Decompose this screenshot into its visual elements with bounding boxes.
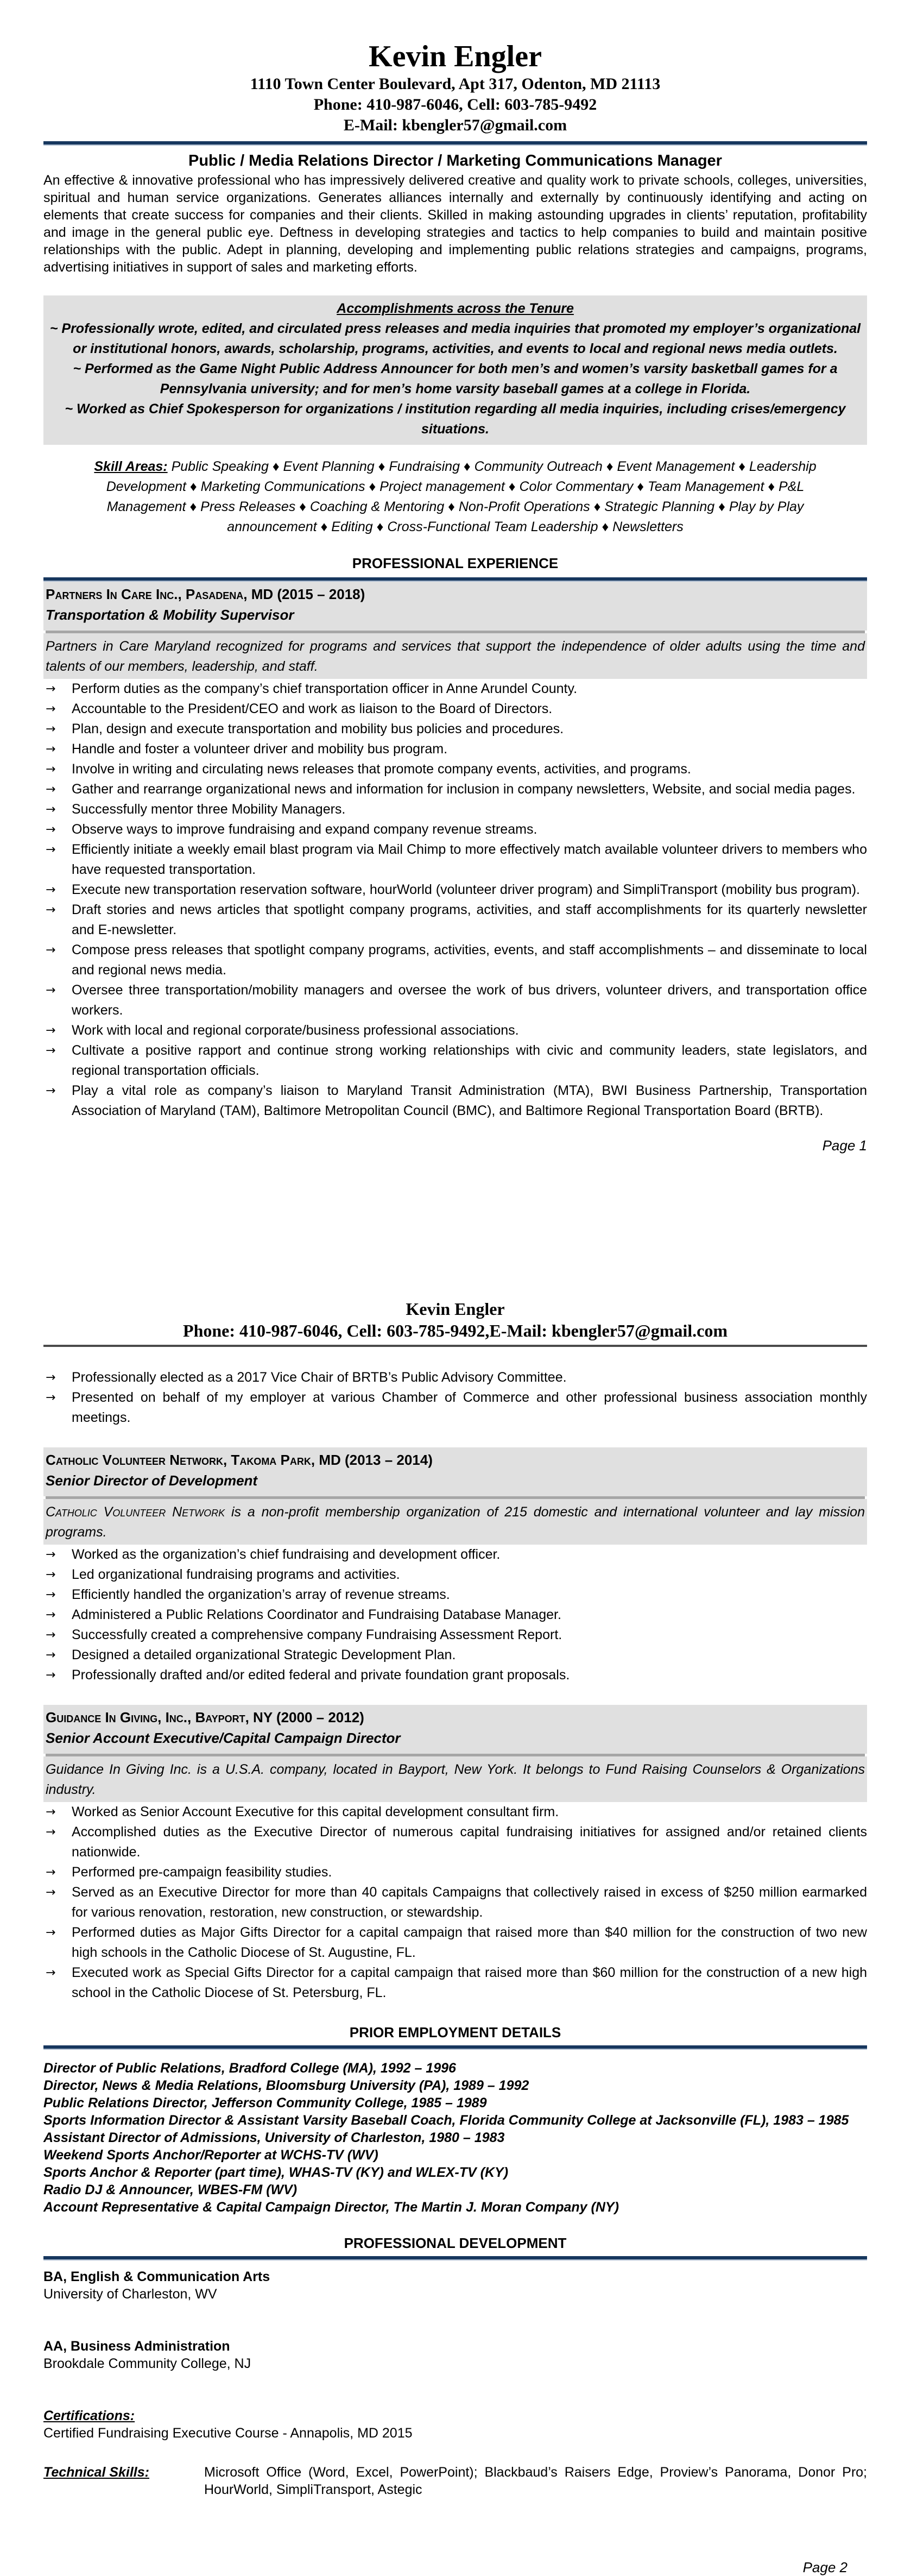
summary: An effective & innovative professional who has impressively delivered creative and quality work to private schools, colleges, universities, spiritual and human service organizations. Generates alliances internally and externally by continuously identifying and acting on elements that create success for companies and their clients. Skilled in making astounding upgrades in clients’ reputation, profitability and image in the general public eye. Deftness in developing strategies and tactics to help companies to build and maintain positive relationships with the public. Adept in planning, developing and implementing public relations strategies and campaigns, programs, advertising initiatives in support of sales and marketing efforts. xyxy=(43,173,867,275)
candidate-name: Kevin Engler xyxy=(369,40,542,73)
bullet-item xyxy=(43,900,867,940)
school: Brookdale Community College, NJ xyxy=(43,2356,251,2371)
bullet-text: Oversee three transportation/mobility managers and oversee the work of bus drivers, volunteer drivers, and transportation office workers. xyxy=(72,982,867,1018)
arrow-bullet-icon: → xyxy=(46,1608,56,1622)
accomplishment-item: ~ Professionally wrote, edited, and circulated press releases and media inquiries that promoted my employer’s organizational or institutional honors, awards, scholarship, programs, activities, and events to local and regional news media outlets. xyxy=(49,321,861,356)
bullet-text: Gather and rearrange organizational news and information for inclusion in company newsletters, Website, and social media pages. xyxy=(72,782,856,797)
bullet-text: Work with local and regional corporate/business professional associations. xyxy=(72,1023,519,1038)
arrow-bullet-icon: → xyxy=(46,1648,56,1662)
bullet-item xyxy=(43,1625,867,1645)
bullet-text: Worked as the organization’s chief fundraising and development officer. xyxy=(72,1547,501,1562)
arrow-bullet-icon: → xyxy=(46,1668,56,1682)
arrow-bullet-icon: → xyxy=(46,1588,56,1602)
bullet-text: Performed duties as Major Gifts Director for a capital campaign that raised more than $40 million for the construction of two new high schools in the Catholic Diocese of St. Augustine, FL. xyxy=(72,1925,867,1960)
bullet-text: Worked as Senior Account Executive for this capital development consultant firm. xyxy=(72,1804,559,1819)
bullet-item xyxy=(43,1021,867,1041)
bullet-text: Successfully created a comprehensive company Fundraising Assessment Report. xyxy=(72,1627,562,1642)
certification-value: Certified Fundraising Executive Course - Annapolis, MD 2015 xyxy=(43,2426,413,2441)
org-name: Catholic Volunteer Network xyxy=(46,1504,225,1520)
bullet-text: Executed work as Special Gifts Director for a capital campaign that raised more than $60 million for the construction of a new high school in the Catholic Diocese of St. Petersburg, FL. xyxy=(72,1965,867,2000)
bullet-text: Play a vital role as company’s liaison to Maryland Transit Administration (MTA), BWI Business Partnership, Transportation Association of Maryland (TAM), Baltimore Metropolitan Council (BMC), and Baltimore Regional Transportation Board (BRTB). xyxy=(72,1083,867,1118)
education-entry xyxy=(43,2338,867,2372)
job-role: Senior Account Executive/Capital Campaign Director xyxy=(46,1730,401,1746)
bullet-text: Cultivate a positive rapport and continue strong working relationships with civic and community leaders, state legislators, and regional transportation officials. xyxy=(72,1043,867,1078)
skill-areas-label: Skill Areas: xyxy=(94,459,168,474)
section-rule xyxy=(43,577,867,582)
headline: Public / Media Relations Director / Marketing Communications Manager xyxy=(188,152,722,169)
bullet-item xyxy=(43,719,867,739)
bullet-item xyxy=(43,1585,867,1605)
arrow-bullet-icon: → xyxy=(46,903,56,917)
bullet-text: Professionally elected as a 2017 Vice Chair of BRTB’s Public Advisory Committee. xyxy=(72,1370,567,1385)
bullet-item xyxy=(43,1565,867,1585)
arrow-bullet-icon: → xyxy=(46,1966,56,1980)
education-entry xyxy=(43,2268,867,2303)
arrow-bullet-icon: → xyxy=(46,1805,56,1819)
page-number: Page 1 xyxy=(822,1137,867,1154)
arrow-bullet-icon: → xyxy=(46,1886,56,1899)
job-role: Transportation & Mobility Supervisor xyxy=(46,607,294,623)
job-company: Partners In Care Inc., Pasadena, MD (2015 – 2018) xyxy=(46,586,365,602)
header-rule-page2 xyxy=(43,1345,867,1347)
section-title-development: PROFESSIONAL DEVELOPMENT xyxy=(344,2235,567,2251)
bullet-item xyxy=(43,980,867,1021)
arrow-bullet-icon: → xyxy=(46,702,56,716)
bullet-text: Perform duties as the company’s chief transportation officer in Anne Arundel County. xyxy=(72,681,578,696)
bullet-item xyxy=(43,1963,867,2003)
job-header xyxy=(43,1705,867,1754)
bullet-item xyxy=(43,699,867,719)
section-title-prior: PRIOR EMPLOYMENT DETAILS xyxy=(349,2024,561,2040)
bullet-item xyxy=(43,1041,867,1081)
resume-page-2 xyxy=(43,1298,867,2576)
section-rule xyxy=(43,2045,867,2050)
accomplishment-item: ~ Performed as the Game Night Public Address Announcer for both men’s and women’s varsity basketball games for a Pennsylvania university; and for men’s home varsity baseball games at a college in Florida. xyxy=(73,361,838,396)
prior-employment-item: Assistant Director of Admissions, University of Charleston, 1980 – 1983 xyxy=(43,2130,505,2145)
bullet-text: Involve in writing and circulating news releases that promote company events, activities, and programs. xyxy=(72,761,691,777)
bullet-text: Compose press releases that spotlight company programs, activities, events, and staff accomplishments – and disseminate to local and regional news media. xyxy=(72,942,867,978)
bullet-item xyxy=(43,1081,867,1121)
job-bullets xyxy=(43,1802,867,2003)
bullet-text: Served as an Executive Director for more than 40 capitals Campaigns that collectively raised in excess of $250 million earmarked for various renovation, restoration, new construction, or stewardship. xyxy=(72,1885,867,1920)
bullet-text: Accomplished duties as the Executive Director of numerous capital fundraising initiatives for assigned and/or retained clients nationwide. xyxy=(72,1824,867,1860)
technical-skills-value: Microsoft Office (Word, Excel, PowerPoint); Blackbaud’s Raisers Edge, Proview’s Panorama, Donor Pro; HourWorld, SimpliTransport, Astegic xyxy=(204,2465,867,2497)
technical-skills xyxy=(43,2464,867,2498)
bullet-item xyxy=(43,840,867,880)
contact-line-page2: Phone: 410-987-6046, Cell: 603-785-9492,E-Mail: kbengler57@gmail.com xyxy=(183,1321,728,1340)
arrow-bullet-icon: → xyxy=(46,843,56,856)
job-description xyxy=(43,1499,867,1545)
certifications-label: Certifications: xyxy=(43,2408,135,2423)
bullet-item xyxy=(43,799,867,820)
job-description: Partners in Care Maryland recognized for programs and services that support the independence of older adults using the time and talents of our members, leadership, and staff. xyxy=(43,633,867,679)
candidate-name-page2: Kevin Engler xyxy=(406,1299,505,1319)
arrow-bullet-icon: → xyxy=(46,1044,56,1057)
arrow-bullet-icon: → xyxy=(46,984,56,997)
bullet-text: Accountable to the President/CEO and work as liaison to the Board of Directors. xyxy=(72,701,553,716)
bullet-text: Successfully mentor three Mobility Managers. xyxy=(72,802,346,817)
bullet-text: Presented on behalf of my employer at various Chamber of Commerce and other professional business association monthly meetings. xyxy=(72,1390,867,1425)
section-rule xyxy=(43,2256,867,2260)
bullet-text: Handle and foster a volunteer driver and mobility bus program. xyxy=(72,741,448,757)
arrow-bullet-icon: → xyxy=(46,1926,56,1939)
prior-employment-item: Sports Anchor & Reporter (part time), WHAS-TV (KY) and WLEX-TV (KY) xyxy=(43,2165,509,2180)
arrow-bullet-icon: → xyxy=(46,943,56,957)
skill-areas-list: Public Speaking ♦ Event Planning ♦ Fundraising ♦ Community Outreach ♦ Event Management ♦ Leadership Development ♦ Marketing Communications ♦ Project management ♦ Color Commentary ♦ Team Management ♦ P&L Management ♦ Press Releases ♦ Coaching & Mentoring ♦ Non-Profit Operations ♦ Strategic Planning ♦ Play by Play announcement ♦ Editing ♦ Cross-Functional Team Leadership ♦ Newsletters xyxy=(106,459,817,534)
bullet-item xyxy=(43,880,867,900)
bullet-item xyxy=(43,1545,867,1565)
arrow-bullet-icon: → xyxy=(46,682,56,696)
arrow-bullet-icon: → xyxy=(46,1371,56,1384)
arrow-bullet-icon: → xyxy=(46,883,56,897)
arrow-bullet-icon: → xyxy=(46,803,56,816)
resume-page-1 xyxy=(43,39,867,1154)
bullet-item xyxy=(43,1822,867,1862)
header-rule xyxy=(43,141,867,146)
bullet-item xyxy=(43,679,867,699)
bullet-item xyxy=(43,1923,867,1963)
accomplishments-box xyxy=(43,295,867,445)
bullet-text: Efficiently handled the organization’s array of revenue streams. xyxy=(72,1587,450,1602)
job-description: Guidance In Giving Inc. is a U.S.A. company, located in Bayport, New York. It belongs to Fund Raising Counselors & Organizations industry. xyxy=(43,1756,867,1802)
job-header xyxy=(43,1447,867,1496)
prior-employment-item: Sports Information Director & Assistant Varsity Baseball Coach, Florida Community College at Jacksonville (FL), 1983 – 1985 xyxy=(43,2113,849,2128)
bullet-item xyxy=(43,1605,867,1625)
job-company: Guidance In Giving, Inc., Bayport, NY (2000 – 2012) xyxy=(46,1709,364,1725)
bullet-item xyxy=(43,779,867,799)
arrow-bullet-icon: → xyxy=(46,1391,56,1404)
arrow-bullet-icon: → xyxy=(46,1825,56,1839)
bullet-text: Performed pre-campaign feasibility studies. xyxy=(72,1865,332,1880)
bullet-text: Execute new transportation reservation software, hourWorld (volunteer driver program) and SimpliTransport (mobility bus program). xyxy=(72,882,860,897)
prior-employment-item: Public Relations Director, Jefferson Community College, 1985 – 1989 xyxy=(43,2095,487,2111)
bullet-text: Professionally drafted and/or edited federal and private foundation grant proposals. xyxy=(72,1667,570,1683)
arrow-bullet-icon: → xyxy=(46,783,56,796)
job-bullets xyxy=(43,679,867,1121)
prior-employment-item: Radio DJ & Announcer, WBES-FM (WV) xyxy=(43,2182,298,2197)
address: 1110 Town Center Boulevard, Apt 317, Odenton, MD 21113 xyxy=(250,75,661,93)
arrow-bullet-icon: → xyxy=(46,742,56,756)
bullet-item xyxy=(43,820,867,840)
bullet-item xyxy=(43,759,867,779)
bullet-item xyxy=(43,1388,867,1428)
bullet-item xyxy=(43,1645,867,1665)
page-number: Page 2 xyxy=(802,2559,848,2575)
job-bullets xyxy=(43,1545,867,1685)
job-header xyxy=(43,582,867,631)
bullet-text: Draft stories and news articles that spotlight company programs, activities, and staff accomplishments for its quarterly newsletter and E-newsletter. xyxy=(72,902,867,937)
section-title-experience: PROFESSIONAL EXPERIENCE xyxy=(352,555,559,571)
arrow-bullet-icon: → xyxy=(46,1024,56,1037)
technical-skills-label: Technical Skills: xyxy=(43,2465,149,2480)
accomplishment-item: ~ Worked as Chief Spokesperson for organizations / institution regarding all media inquiries, including crises/emergency situations. xyxy=(65,401,846,437)
bullet-item xyxy=(43,1802,867,1822)
job-role: Senior Director of Development xyxy=(46,1472,258,1489)
bullet-text: Observe ways to improve fundraising and expand company revenue streams. xyxy=(72,822,537,837)
email-line: E-Mail: kbengler57@gmail.com xyxy=(343,116,567,134)
job-entry xyxy=(43,1447,867,1685)
job-company: Catholic Volunteer Network, Takoma Park, MD (2013 – 2014) xyxy=(46,1452,433,1468)
arrow-bullet-icon: → xyxy=(46,722,56,736)
arrow-bullet-icon: → xyxy=(46,823,56,836)
prior-employment-item: Director, News & Media Relations, Bloomsburg University (PA), 1989 – 1992 xyxy=(43,2078,529,2093)
arrow-bullet-icon: → xyxy=(46,1628,56,1642)
skill-areas xyxy=(43,457,867,537)
school: University of Charleston, WV xyxy=(43,2287,217,2302)
job-bullets-continued xyxy=(43,1368,867,1428)
accomplishments-title: Accomplishments across the Tenure xyxy=(337,301,574,316)
degree: BA, English & Communication Arts xyxy=(43,2269,270,2284)
bullet-text: Designed a detailed organizational Strategic Development Plan. xyxy=(72,1647,456,1662)
phone-line: Phone: 410-987-6046, Cell: 603-785-9492 xyxy=(313,96,597,114)
degree: AA, Business Administration xyxy=(43,2339,230,2354)
arrow-bullet-icon: → xyxy=(46,763,56,776)
job-entry xyxy=(43,1705,867,2003)
prior-employment-list xyxy=(43,2059,867,2216)
bullet-item xyxy=(43,1368,867,1388)
arrow-bullet-icon: → xyxy=(46,1084,56,1098)
arrow-bullet-icon: → xyxy=(46,1866,56,1879)
prior-employment-item: Director of Public Relations, Bradford College (MA), 1992 – 1996 xyxy=(43,2061,456,2076)
bullet-text: Led organizational fundraising programs and activities. xyxy=(72,1567,400,1582)
bullet-item xyxy=(43,1882,867,1923)
bullet-text: Administered a Public Relations Coordinator and Fundraising Database Manager. xyxy=(72,1607,561,1622)
arrow-bullet-icon: → xyxy=(46,1568,56,1582)
bullet-item xyxy=(43,739,867,759)
job-entry xyxy=(43,582,867,1121)
certifications xyxy=(43,2407,867,2442)
bullet-text: Efficiently initiate a weekly email blast program via Mail Chimp to more effectively match available volunteer drivers to members who have requested transportation. xyxy=(72,842,867,877)
arrow-bullet-icon: → xyxy=(46,1548,56,1561)
prior-employment-item: Account Representative & Capital Campaign Director, The Martin J. Moran Company (NY) xyxy=(43,2200,619,2215)
bullet-item xyxy=(43,1862,867,1882)
bullet-item xyxy=(43,1665,867,1685)
bullet-text: Plan, design and execute transportation and mobility bus policies and procedures. xyxy=(72,721,564,736)
bullet-item xyxy=(43,940,867,980)
job-description-text: is a non-profit membership organization of 215 domestic and international volunteer and lay mission programs. xyxy=(46,1504,865,1540)
prior-employment-item: Weekend Sports Anchor/Reporter at WCHS-TV (WV) xyxy=(43,2147,378,2163)
